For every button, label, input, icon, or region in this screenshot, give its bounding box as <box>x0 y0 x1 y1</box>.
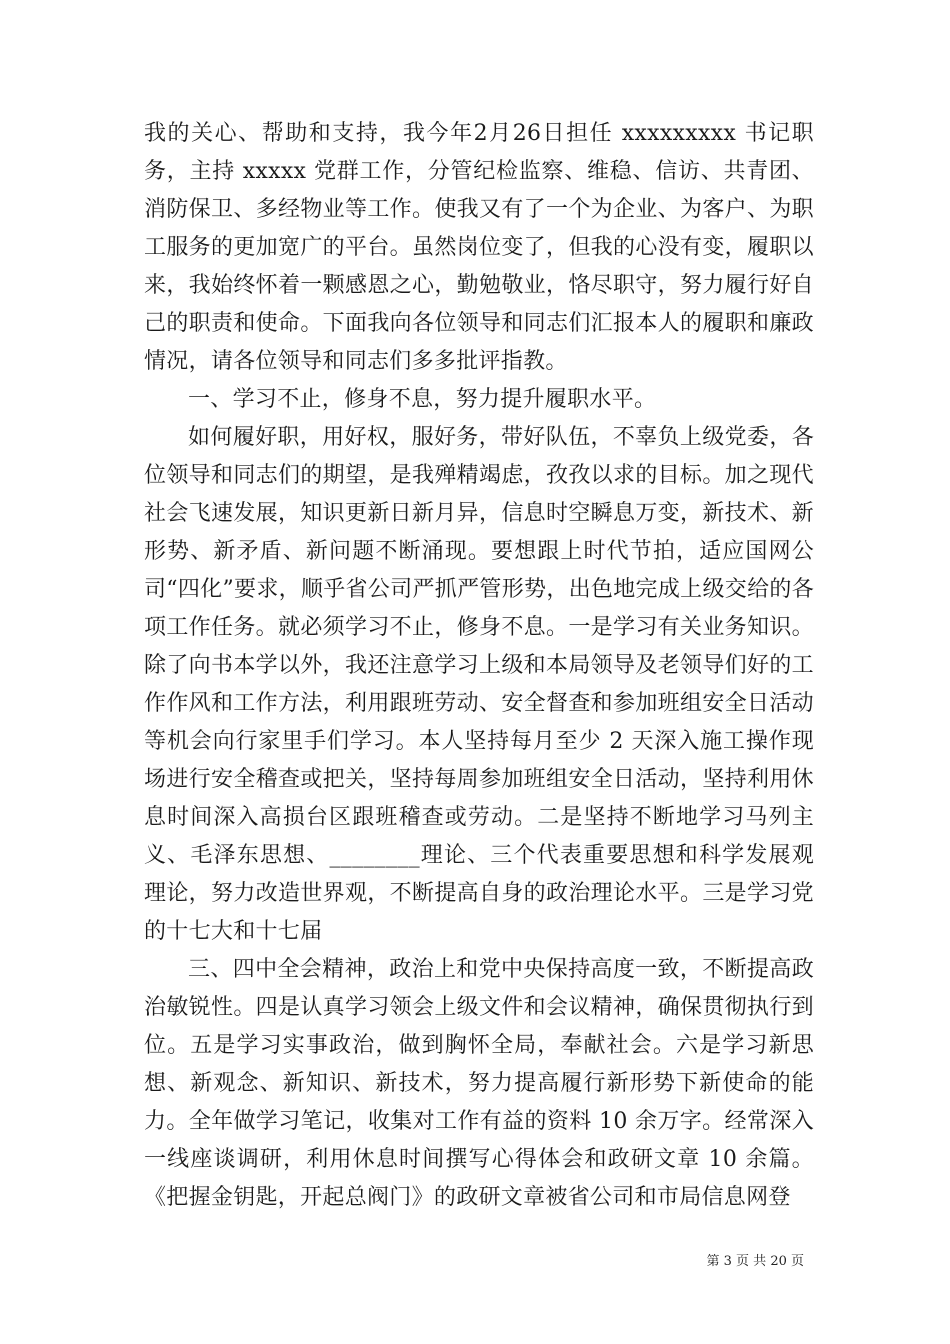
paragraph-learning: 如何履好职，用好权，服好务，带好队伍，不辜负上级党委，各位领导和同志们的期望，是我殚精竭虑，孜孜以求的目标。加之现代社会飞速发展，知识更新日新月异，信息时空瞬息万变，新技术、新形势、新矛盾、新问题不断涌现。要想跟上时代节拍，适应国网公司“四化”要求，顺乎省公司严抓严管形势，出色地完成上级交给的各项工作任务。就必须学习不止，修身不息。一是学习有关业务知识。除了向书本学以外，我还注意学习上级和本局领导及老领导们好的工作作风和工作方法，利用跟班劳动、安全督查和参加班组安全日活动等机会向行家里手们学习。本人坚持每月至少 2 天深入施工操作现场进行安全稽查或把关，坚持每周参加班组安全日活动，坚持利用休息时间深入高损台区跟班稽查或劳动。二是坚持不断地学习马列主义、毛泽东思想、________理论、三个代表重要思想和科学发展观理论，努力改造世界观，不断提高自身的政治理论水平。三是学习党的十七大和十七届 <box>144 425 814 944</box>
section-heading: 一、学习不止，修身不息，努力提升履职水平。 <box>188 387 657 412</box>
paragraph-continuation: 我的关心、帮助和支持，我今年2月26日担任 xxxxxxxxx 书记职务，主持 xxxxx 党群工作，分管纪检监察、维稳、信访、共青团、消防保卫、多经物业等工作。使我又有了一个为企业、为客户、为职工服务的更加宽广的平台。虽然岗位变了，但我的心没有变，履职以来，我始终怀着一颗感恩之心，勤勉敬业，恪尽职守，努力履行好自己的职责和使命。下面我向各位领导和同志们汇报本人的履职和廉政情况，请各位领导和同志们多多批评指教。 <box>144 121 814 374</box>
paragraph-plenary: 三、四中全会精神，政治上和党中央保持高度一致，不断提高政治敏锐性。四是认真学习领会上级文件和会议精神，确保贯彻执行到位。五是学习实事政治，做到胸怀全局，奉献社会。六是学习新思想、新观念、新知识、新技术，努力提高履行新形势下新使命的能力。全年做学习笔记，收集对工作有益的资料 10 余万字。经常深入一线座谈调研，利用休息时间撰写心得体会和政研文章 10 余篇。《把握金钥匙，开起总阀门》的政研文章被省公司和市局信息网登 <box>144 957 814 1210</box>
document-body <box>144 115 814 1217</box>
page-number-footer: 第 3 页 共 20 页 <box>706 1254 804 1269</box>
